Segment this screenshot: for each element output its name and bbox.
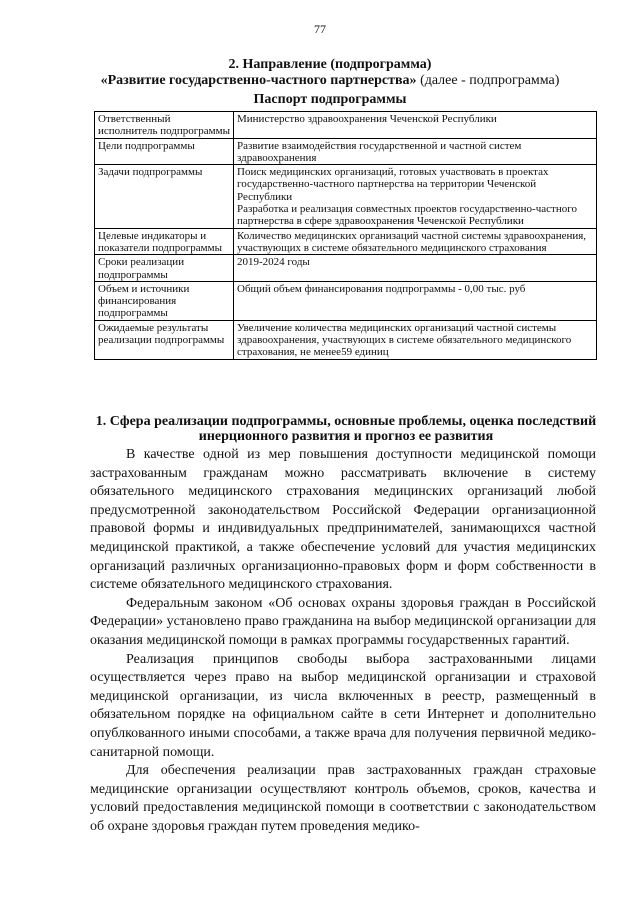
paragraph: Федеральным законом «Об основах охраны здоровья граждан в Российской Федерации» установлено право гражданина на выбор медицинской организации для оказания медицинской помощи в рамках программы государственных гарантий. bbox=[90, 595, 596, 648]
paragraph: Реализация принципов свободы выбора застрахованными лицами осуществляется через право на выбор медицинской организации и страховой медицинской организации, из числа включенных в реестр, размещенный в обязательном порядке на официальном сайте в сети Интернет и дополнительно опублкованного иными способами, а также врача для получения первичной медико-санитарной помощи. bbox=[90, 651, 596, 760]
table-row bbox=[95, 320, 597, 359]
passport-value: Общий объем финансирования подпрограммы - 0,00 тыс. руб bbox=[234, 281, 597, 320]
passport-value: Разработка и реализация совместных проектов государственно-частного партнерства в сфере здравоохранения Чеченской Республики bbox=[237, 203, 577, 228]
passport-value: Развитие взаимодействия государственной и частной систем здравоохранения bbox=[234, 138, 597, 165]
passport-table bbox=[94, 111, 597, 360]
subprogram-direction-title: 2. Направление (подпрограмма) bbox=[228, 57, 432, 72]
table-row bbox=[95, 138, 597, 165]
passport-value: Поиск медицинских организаций, готовых участвовать в проектах государственно-частного партнерства на территории Чеченской Республики bbox=[237, 166, 549, 203]
subprogram-name bbox=[60, 73, 600, 89]
paragraph: В качестве одной из мер повышения доступности медицинской помощи застрахованным гражданам можно рассматривать включение в систему обязательного медицинского страхования медицинских организаций любой предусмотренной законодательством Российской Федерации организационной правовой формы и индивидуальных предпринимателей, занимающихся частной медицинской практикой, а также обеспечение условий для участия медицинских организаций различных организационно-правовых форм и форм собственности в системе обязательного медицинского страхования. bbox=[90, 447, 596, 593]
paragraph: Для обеспечения реализации прав застрахованных граждан страховые медицинские организации осуществляют контроль объемов, сроков, качества и условий предоставления медицинской помощи в соответствии с законодательством об охране здоровья граждан путем проведения медико- bbox=[90, 763, 596, 834]
passport-label: Целевые индикаторы и показатели подпрограммы bbox=[95, 228, 234, 255]
passport-title: Паспорт подпрограммы bbox=[253, 92, 407, 107]
table-row bbox=[95, 228, 597, 255]
page-number: 77 bbox=[314, 22, 326, 36]
table-row bbox=[95, 112, 597, 139]
passport-value: 2019-2024 годы bbox=[234, 255, 597, 282]
table-row bbox=[95, 165, 597, 228]
passport-value: Министерство здравоохранения Чеченской Республики bbox=[234, 112, 597, 139]
section-title: 1. Сфера реализации подпрограммы, основные проблемы, оценка последствий инерционного развития и прогноз ее развития bbox=[95, 414, 597, 444]
passport-label: Объем и источники финансирования подпрограммы bbox=[95, 281, 234, 320]
subprogram-name-bold: «Развитие государственно-частного партнерства» bbox=[100, 73, 417, 88]
passport-value: Количество медицинских организаций частной системы здравоохранения, участвующих в системе обязательного медицинского страхования bbox=[234, 228, 597, 255]
passport-value-cell bbox=[234, 165, 597, 228]
subprogram-name-rest: (далее - подпрограмма) bbox=[416, 73, 560, 88]
table-row bbox=[95, 281, 597, 320]
body-text bbox=[90, 446, 596, 836]
passport-label: Ответственный исполнитель подпрограммы bbox=[95, 112, 234, 139]
table-row bbox=[95, 255, 597, 282]
passport-label: Сроки реализации подпрограммы bbox=[95, 255, 234, 282]
passport-label: Ожидаемые результаты реализации подпрограммы bbox=[95, 320, 234, 359]
passport-label: Цели подпрограммы bbox=[95, 138, 234, 165]
passport-label: Задачи подпрограммы bbox=[95, 165, 234, 228]
passport-value: Увеличение количества медицинских организаций частной системы здравоохранения, участвующих в системе обязательного медицинского страхования, не менее59 единиц bbox=[234, 320, 597, 359]
